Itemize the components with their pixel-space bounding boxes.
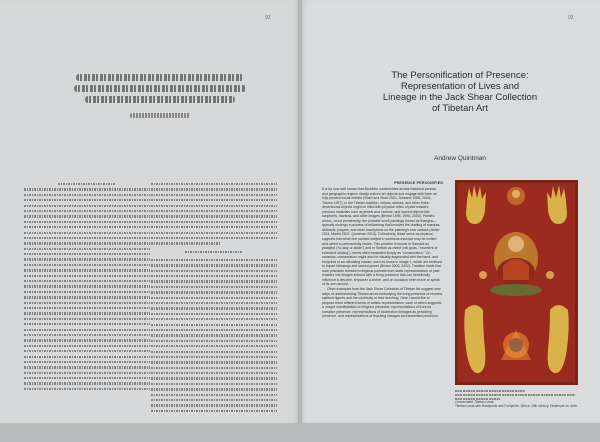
tibetan-title-line [74,85,246,92]
body-paragraph: Other examples from the Jack Shear Collection of Tibetan Art suggest new ways of understanding Tibetan art as embodying the living presence of revered spiritual figures and the continuity of their teaching. Here I would like to propose three different forms of artistic representation, each of which suggests a unique manifestation of religious presence: representations of lives as narrative presence, representations of incarnation lineages as persisting presence, and representations of teaching lineages as transmitted presence. [322,287,443,319]
article-title [360,70,560,114]
title-line: Lineage in the Jack Shear Collection [382,92,538,103]
image-caption [455,390,585,409]
tibetan-title-line [85,96,235,103]
title-line: of Tibetan Art [432,103,488,114]
caption-label: Consecrated Tibetan Lama [455,400,494,405]
tibetan-title-line [76,74,244,81]
book-gutter [298,0,302,423]
title-line: The Personification of Presence: [391,70,529,81]
title-line: Representation of Lives and [400,81,520,92]
tibetan-subheading [58,183,115,185]
left-page-number: 92 [265,15,271,21]
tibetan-subheading [185,251,242,253]
tibetan-title-block [70,70,250,118]
caption-details: Tibetan Lama with Handprints and Footprints, 18th or 19th century. Distemper on cloth. [455,404,578,409]
body-paragraph: It is by now well known that Buddhist communities across historical periods and geographic regions ritually enliven art objects and engage with them as fully present social entities (Sharf and Sharf 2001; Swearer 1995, 2004; Trainor 1997). In the Tibetan tradition, stūpas, statues, and other three-dimensional objects might be filled with physical relics of past masters, precious materials such as jewels and incense, and sacred objects like scriptures, mantras, and other images (Bentor 1995, 1996, 2003). Painted works—most prominently, the portable scroll paintings known as thangka—typically undergo a process of enlivening that involves the drafting of mantras, dhāraṇīs, prayers, and other inscriptions on the painting's rear surface (Heller 2011; Martin 2001; Quintman 2013). Collectively, these serve as physical supports into which the painted subject's numinous essence may be invited and called to permanently reside. This practice is known in Sanskrit as pratiṣṭhā ("to stay or abide") and in Tibetan as rabné (rab gnas, "excellent or extended abiding"), terms often translated simply as "consecration." On occasion, consecration might also be visually augmented with the hand- and footprints of an officiating master, such as those in Image 1, which are believed to impart blessings and sacred power (Brown 2000, 2002). Tradition holds that such practices transform religious portraits from static representations of past masters into images imbued with a living presence that can beneficially influence a devotee, empower a shrine, and on occasion even move or speak of its own accord. [322,187,442,287]
thangka-painting [455,180,578,385]
tibetan-text-column-2 [151,183,277,415]
right-page-number: 93 [568,15,574,21]
tibetan-text-column-1 [24,183,150,393]
english-body-text [322,187,442,319]
section-heading: PRESENCE PERSONIFIED [394,181,444,185]
article-author: Andrew Quintman [433,155,487,162]
tibetan-author-line [130,113,190,118]
left-page [0,0,300,423]
